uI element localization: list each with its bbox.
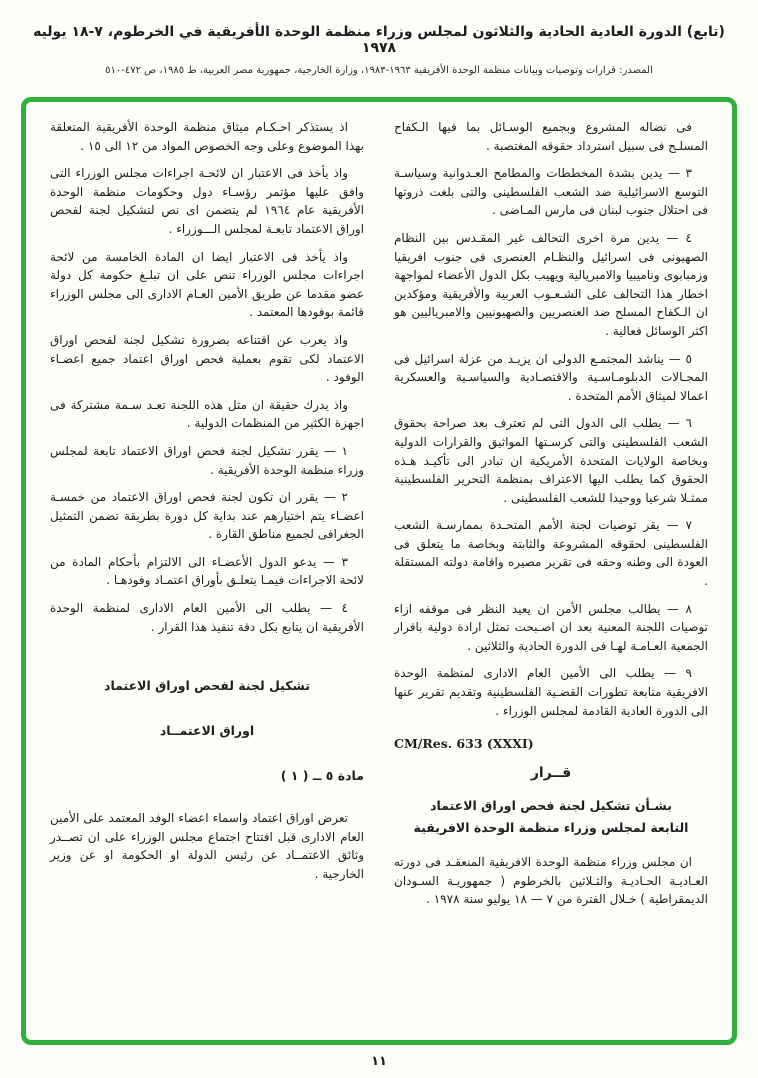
decision-subject [394,795,708,839]
article-text: تعرض اوراق اعتماد واسماء اعضاء الوفد المعتمد على الأمين العام الادارى قبل افتتاح اجتماع مجلس الوزراء على ان تصــدر وثائق الاعتمــاد عن رئيس الدولة او الحكومة او عن وزير الخارجية . [50,811,364,882]
decision-subject-line1: بشـأن تشكيل لجنة فحص اوراق الاعتماد [430,798,672,814]
operative-item-2: ٢ — يقرر ان تكون لجنة فحص اوراق الاعتماد من خمسـة اعضـاء يتم اختيارهم عند بداية كل دورة بطريقة تضمن التمثيل الجغرافى لجميع مناطق القارة . [50,490,364,542]
decision-preamble: ان مجلس وزراء منظمة الوحدة الافريقية المنعقـد فى دورته العـاديـة الحـاديـة والثـلاثين بالخرطوم ( جمهوريـة السـودان الديمقراطية ) خـلال الفترة من ٧ — ١٨ يوليو سنة ١٩٧٨ . [394,854,708,907]
section-title-credentials: اوراق الاعتمــاد [159,723,255,739]
resolution-item-6: ٦ — يطلب الى الدول التى لم تعترف بعد صراحة بحقوق الشعب الفلسطينى والتى كرسـتها المواثيق والقرارات الدولية وبخاصة الولايات المتحدة الأمريكية ان تبادر الى تأكيـد هـذه الحقوق كما يطلب اليها الاعتراف بمنظمة التحرير الفلسطينية ممثـلا شرعيا ووحيدا للشعب الفلسطينى . [394,416,708,505]
header-title: (تابع) الدورة العادية الحادية والثلاثون لمجلس وزراء منظمة الوحدة الأفريقية في الخرطوم، ٧-١٨ يوليه ١٩٧٨ [33,24,725,56]
recital-2: واذ يأخذ فى الاعتبار ان لائحـة اجراءات مجلس الوزراء التى وافق عليها مؤتمر رؤسـاء دول وحكومات منظمة الوحدة الأفريقية عام ١٩٦٤ لم يتضمن اى نص لتشكيل لجنة لفحص اوراق الاعتماد تابعـة لمجلس الـــوزراء . [50,166,365,236]
recital-4: واذ يعرب عن اقتناعه بضرورة تشكيل لجنة لفحص اوراق الاعتماد لكى تقوم بعملية فحص اوراق اعتماد جميع اعضـاء الوفود . [50,332,364,385]
resolution-reference: CM/Res. 633 (XXXI) [394,736,534,752]
page-header [0,24,758,76]
section-title-committee: تشكيل لجنة لفحص اوراق الاعتماد [104,678,310,694]
left-column [50,118,364,1032]
recital-1: اذ يستذكر احـكـام ميثاق منظمة الوحدة الأفريقية المتعلقة بهذا الموضوع وعلى وجه الخصوص المواد من ١٢ الى ١٥ . [50,120,364,153]
resolution-item-9: ٩ — يطلب الى الأمين العام الادارى لمنظمة الوحدة الافريقية متابعة تطورات القضـية الفلسطينية وتقديم تقرير عنها الى الدورة العادية القادمة لمجلس الوزراء . [394,666,708,718]
article-title: مادة ٥ ــ ( ١ ) [280,768,364,784]
resolution-item-8: ٨ — يطالب مجلس الأمن ان يعيد النظر فى موقفه ازاء توصيات اللجنة المعنية بعد ان اصـبحت تمثل ارادة دولية باقرار الجمعية العـامـة لهـا فى الدورة الحادية والثلاثين . [394,601,708,653]
header-source-line: المصدر: قرارات وتوصيات وبيانات منظمة الوحدة الأفريقية ١٩٦٣-١٩٨٣، وزارة الخارجية، جمهورية مصر العربية، ط ١٩٨٥، ص ٤٧٢-٥١٠ [105,65,653,76]
two-column-layout [26,102,732,1040]
decision-title: قــرار [530,765,572,782]
operative-item-4: ٤ — يطلب الى الأمين العام الادارى لمنظمة الوحدة الأفريقية ان يتابع بكل دقة تنفيذ هذا القرار . [50,601,364,634]
right-column [394,118,708,1032]
recital-3: واذ يأخذ فى الاعتبار ايضا ان المادة الخامسة من لائحة اجراءات مجلس الوزراء تنص على ان تبلـغ حكومة كل دولة عضو مقدما عن طريق الأمين العـام الادارى الى مجلس الوزراء قائمة بوفودها المعتمد . [50,249,364,320]
operative-item-1: ١ — يقرر تشكيل لجنة فحص اوراق الاعتماد تابعة لمجلس وزراء منظمة الوحدة الأفريقية . [50,443,364,477]
recital-5: واذ يدرك حقيقة ان مثل هذه اللجنة تعـد سـمة مشتركة فى اجهزة الكثير من المنظمات الدولية . [50,397,364,431]
resolution-item-4: ٤ — يدين مرة اخرى التحالف غير المقـدس بين النظام الصهيونى فى اسرائيل والنظـام العنصرى فى جنوب افريقيا وزمبابوى وناميبيا والامبريالية ويهيب بكل الدول الأعضاء لمواجهة اخطار هذا التحالف على الشـعـوب العربية والأفريقية ومؤكدين ان الـكفاح المسلح ضد العنصريين والصهيونيين والامبرياليين هو اكثر الوسائل فعالية . [394,230,708,338]
page-number: ١١ [371,1054,387,1069]
credentials-headings [50,678,364,783]
green-frame [21,97,737,1045]
resolution-item-7: ٧ — يقر توصيات لجنة الأمم المتحـدة بممارسـة الشعب الفلسطينى لحقوقه المشروعة والثابتة وبخاصة ما يتعلق فى العودة الى وطنه وحقه فى تقرير مصيره واقامة دولته المستقلة . [394,518,708,589]
decision-subject-line2: التابعة لمجلس وزراء منظمة الوحدة الافريقية [413,820,689,836]
continuation-paragraph: فى نضاله المشروع وبجميع الوسـائل بما فيها الـكفاح المسلـح فى سبيل استرداد حقوقه المغتصبة . [394,120,708,153]
resolution-item-3: ٣ — يدين بشدة المخططات والمطامح العـدوانية وسياسـة التوسع الاسرائيلية ضد الشعب الفلسطينى والتى بلغت ذروتها فى احتلال جنوب لبنان فى مارس المـاضى . [394,166,708,218]
operative-item-3: ٣ — يدعو الدول الأعضـاء الى الالتزام بأحكام المادة من لائحة الاجراءات فيمـا يتعلـق بأوراق اعتمـاد وفودهـا . [50,554,364,588]
resolution-item-5: ٥ — يناشد المجتمـع الدولى ان يزيـد من عزلة اسرائيل فى المجـالات الدبلومـاسـية والاقتصـادية والسياسـية والعسكرية اعمالا لميثاق الأمم المتحدة . [394,351,708,403]
